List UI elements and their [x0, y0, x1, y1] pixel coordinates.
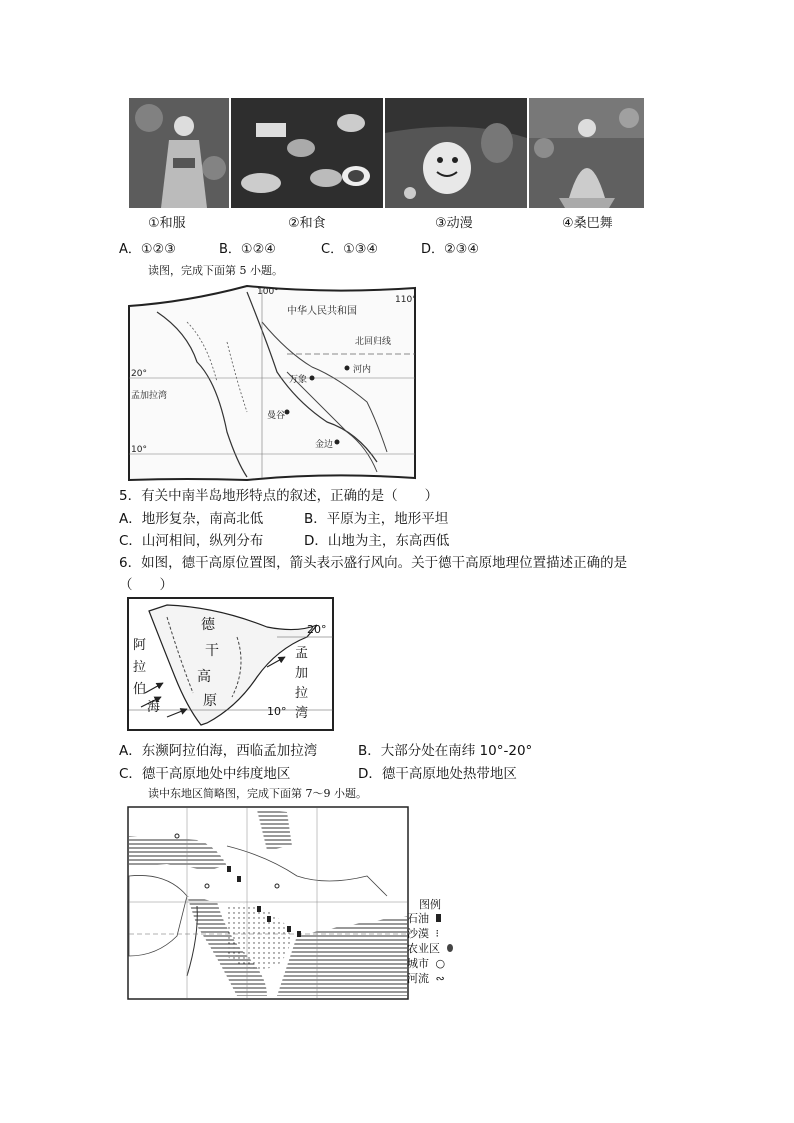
map1-tropic-label: 北回归线	[355, 337, 392, 347]
city-icon: ○	[435, 957, 446, 970]
map1-hanoi-label: 河内	[353, 365, 372, 375]
map1-phnompenh-label: 金边	[315, 440, 334, 450]
q4-option-b: B．①②④	[219, 242, 276, 257]
map1-bangkok-label: 曼谷	[267, 411, 286, 421]
legend-agriculture	[407, 940, 453, 956]
bengal-bay-char-2: 加	[295, 666, 309, 681]
q4-option-a: A．①②③	[119, 242, 176, 257]
deccan-char-1: 德	[201, 617, 215, 633]
map1-lon110-label: 110°	[395, 295, 417, 305]
instruction-q5: 读图，完成下面第 5 小题。	[148, 264, 283, 277]
oil-icon	[436, 914, 441, 922]
q4-option-c: C．①③④	[321, 242, 379, 257]
map1-lat20-label: 20°	[131, 369, 147, 379]
anime-image	[385, 98, 527, 208]
deccan-lat10-label: 10°	[267, 705, 287, 718]
map1-china-label: 中华人民共和国	[287, 306, 357, 317]
q5-option-c: C．山河相间，纵列分布	[119, 533, 264, 549]
legend-city-label: 城市	[407, 957, 429, 970]
deccan-lat20-label: 20°	[307, 623, 327, 636]
arabian-sea-char-1: 阿	[133, 638, 147, 653]
legend-agriculture-label: 农业区	[407, 942, 440, 955]
map1-lon100-label: 100°	[257, 287, 279, 297]
legend-desert	[407, 925, 439, 941]
indochina-map-svg	[127, 282, 417, 482]
q5-option-b: B．平原为主，地形平坦	[304, 511, 449, 527]
map1-lat10-label: 10°	[131, 445, 147, 455]
caption-kimono: ①和服	[148, 216, 186, 231]
map1-bay-label: 孟加拉湾	[131, 391, 168, 401]
legend-oil-label: 石油	[407, 912, 429, 925]
legend-river	[407, 970, 445, 986]
arabian-sea-char-4: 海	[147, 700, 161, 715]
samba-image	[529, 98, 644, 208]
deccan-char-4: 原	[203, 693, 217, 709]
photo-samba	[529, 98, 644, 208]
legend-oil	[407, 910, 441, 926]
q6-option-b: B．大部分处在南纬 10°-20°	[358, 743, 533, 759]
washoku-image	[231, 98, 383, 208]
q5-option-a: A．地形复杂，南高北低	[119, 511, 264, 527]
caption-washoku: ②和食	[288, 216, 326, 231]
q4-option-d: D．②③④	[421, 242, 479, 257]
q6-stem: 6．如图，德干高原位置图，箭头表示盛行风向。关于德干高原地理位置描述正确的是	[119, 555, 628, 571]
deccan-char-2: 干	[205, 643, 219, 659]
deccan-map-svg	[127, 597, 334, 731]
indochina-map	[127, 282, 417, 482]
legend-title: 图例	[419, 898, 441, 911]
legend-desert-label: 沙漠	[407, 927, 429, 940]
photo-washoku	[231, 98, 383, 208]
q6-option-a: A．东濒阿拉伯海，西临孟加拉湾	[119, 743, 318, 759]
deccan-char-3: 高	[197, 669, 211, 685]
map1-vientiane-label: 万象	[289, 375, 308, 385]
agriculture-icon	[447, 944, 453, 952]
middle-east-map	[127, 806, 409, 1000]
q6-option-c: C．德干高原地处中纬度地区	[119, 766, 291, 782]
arabian-sea-char-3: 伯	[133, 682, 147, 697]
bengal-bay-char-3: 拉	[295, 686, 309, 701]
q6-option-d: D．德干高原地处热带地区	[358, 766, 517, 782]
legend-river-label: 河流	[407, 972, 429, 985]
photo-kimono	[129, 98, 229, 208]
deccan-map	[127, 597, 334, 731]
bengal-bay-char-4: 湾	[295, 706, 309, 721]
q5-stem: 5．有关中南半岛地形特点的叙述，正确的是（ ）	[119, 488, 439, 504]
kimono-image	[129, 98, 229, 208]
photo-anime	[385, 98, 527, 208]
bengal-bay-char-1: 孟	[295, 646, 309, 661]
arabian-sea-char-2: 拉	[133, 660, 147, 675]
middle-east-map-svg	[127, 806, 409, 1000]
instruction-q7: 读中东地区简略图，完成下面第 7～9 小题。	[148, 787, 367, 800]
river-icon: ∾	[435, 972, 445, 985]
caption-anime: ③动漫	[435, 216, 473, 231]
q5-option-d: D．山地为主，东高西低	[304, 533, 450, 549]
desert-icon: ⁝	[435, 927, 439, 940]
caption-samba: ④桑巴舞	[562, 216, 613, 231]
legend-city	[407, 955, 445, 971]
q6-paren: （ ）	[119, 577, 173, 593]
